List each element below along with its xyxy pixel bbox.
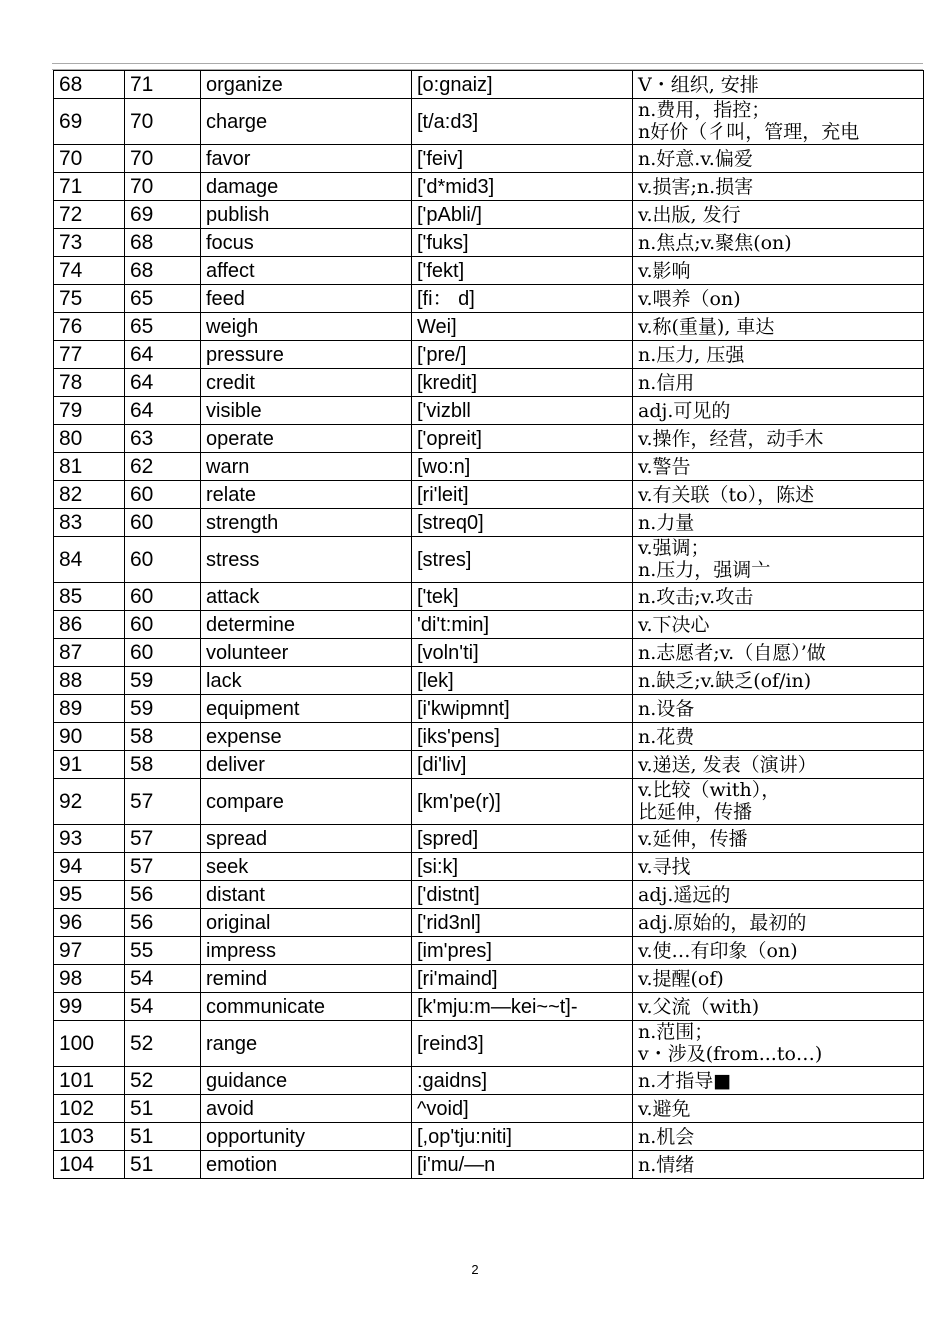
meaning-cell: n.焦点;v.聚焦(on) — [633, 229, 924, 257]
table-row — [54, 1095, 924, 1123]
phonetic-cell: ['vizbll — [412, 397, 633, 425]
entry-number-cell: 68 — [54, 71, 125, 99]
word-cell: attack — [201, 583, 412, 611]
entry-number-cell: 96 — [54, 909, 125, 937]
frequency-cell: 54 — [125, 993, 201, 1021]
phonetic-cell: Wei] — [412, 313, 633, 341]
word-cell: volunteer — [201, 639, 412, 667]
table-row — [54, 667, 924, 695]
meaning-cell: v.损害;n.损害 — [633, 173, 924, 201]
frequency-cell: 51 — [125, 1095, 201, 1123]
frequency-cell: 70 — [125, 173, 201, 201]
entry-number-cell: 80 — [54, 425, 125, 453]
frequency-cell: 57 — [125, 779, 201, 825]
phonetic-cell: ['fuks] — [412, 229, 633, 257]
phonetic-cell: [o:gnaiz] — [412, 71, 633, 99]
meaning-cell: adj.遥远的 — [633, 881, 924, 909]
phonetic-cell: [im'pres] — [412, 937, 633, 965]
meaning-cell: v.警告 — [633, 453, 924, 481]
entry-number-cell: 75 — [54, 285, 125, 313]
phonetic-cell: ['d*mid3] — [412, 173, 633, 201]
entry-number-cell: 83 — [54, 509, 125, 537]
frequency-cell: 68 — [125, 229, 201, 257]
frequency-cell: 69 — [125, 201, 201, 229]
entry-number-cell: 94 — [54, 853, 125, 881]
frequency-cell: 64 — [125, 369, 201, 397]
table-row — [54, 257, 924, 285]
word-cell: impress — [201, 937, 412, 965]
word-cell: operate — [201, 425, 412, 453]
word-cell: credit — [201, 369, 412, 397]
entry-number-cell: 90 — [54, 723, 125, 751]
table-row — [54, 993, 924, 1021]
word-cell: deliver — [201, 751, 412, 779]
phonetic-cell: ['pAbli/] — [412, 201, 633, 229]
word-cell: equipment — [201, 695, 412, 723]
table-row — [54, 751, 924, 779]
meaning-cell: v.下决心 — [633, 611, 924, 639]
meaning-cell: n.信用 — [633, 369, 924, 397]
word-cell: stress — [201, 537, 412, 583]
meaning-cell: n.才指导■ — [633, 1067, 924, 1095]
phonetic-cell: [i'mu/—n — [412, 1151, 633, 1179]
word-cell: affect — [201, 257, 412, 285]
frequency-cell: 55 — [125, 937, 201, 965]
phonetic-cell: [streq0] — [412, 509, 633, 537]
meaning-cell: v.延伸，传播 — [633, 825, 924, 853]
frequency-cell: 58 — [125, 723, 201, 751]
frequency-cell: 56 — [125, 881, 201, 909]
table-row — [54, 1021, 924, 1067]
frequency-cell: 51 — [125, 1151, 201, 1179]
phonetic-cell: [ri'maind] — [412, 965, 633, 993]
phonetic-cell: [di'liv] — [412, 751, 633, 779]
meaning-cell: v.影响 — [633, 257, 924, 285]
frequency-cell: 62 — [125, 453, 201, 481]
entry-number-cell: 82 — [54, 481, 125, 509]
frequency-cell: 57 — [125, 825, 201, 853]
table-row — [54, 639, 924, 667]
table-row — [54, 1067, 924, 1095]
phonetic-cell: [si:k] — [412, 853, 633, 881]
table-row — [54, 723, 924, 751]
meaning-cell: v.使…有印象（on) — [633, 937, 924, 965]
entry-number-cell: 86 — [54, 611, 125, 639]
phonetic-cell: ['opreit] — [412, 425, 633, 453]
meaning-cell: v.递送, 发表（演讲） — [633, 751, 924, 779]
meaning-cell: n.设备 — [633, 695, 924, 723]
meaning-cell: n.好意.v.偏爱 — [633, 145, 924, 173]
table-row — [54, 509, 924, 537]
phonetic-cell: ['distnt] — [412, 881, 633, 909]
meaning-cell: V・组织, 安排 — [633, 71, 924, 99]
frequency-cell: 58 — [125, 751, 201, 779]
meaning-cell: n.志愿者;v.（自愿）’做 — [633, 639, 924, 667]
meaning-cell: n.缺乏;v.缺乏(of/in) — [633, 667, 924, 695]
phonetic-cell: :gaidns] — [412, 1067, 633, 1095]
table-row — [54, 909, 924, 937]
meaning-cell: v.避免 — [633, 1095, 924, 1123]
table-row — [54, 965, 924, 993]
entry-number-cell: 99 — [54, 993, 125, 1021]
phonetic-cell: [t/a:d3] — [412, 99, 633, 145]
frequency-cell: 59 — [125, 667, 201, 695]
word-cell: original — [201, 909, 412, 937]
entry-number-cell: 103 — [54, 1123, 125, 1151]
entry-number-cell: 73 — [54, 229, 125, 257]
frequency-cell: 60 — [125, 481, 201, 509]
word-cell: pressure — [201, 341, 412, 369]
meaning-cell: n.机会 — [633, 1123, 924, 1151]
entry-number-cell: 91 — [54, 751, 125, 779]
frequency-cell: 52 — [125, 1021, 201, 1067]
table-row — [54, 369, 924, 397]
vocabulary-table — [53, 70, 924, 1179]
phonetic-cell: [voln'ti] — [412, 639, 633, 667]
entry-number-cell: 76 — [54, 313, 125, 341]
entry-number-cell: 97 — [54, 937, 125, 965]
table-row — [54, 285, 924, 313]
table-row — [54, 425, 924, 453]
word-cell: compare — [201, 779, 412, 825]
meaning-cell: n.范围； v・涉及(from...to…) — [633, 1021, 924, 1067]
entry-number-cell: 102 — [54, 1095, 125, 1123]
entry-number-cell: 98 — [54, 965, 125, 993]
phonetic-cell: ['tek] — [412, 583, 633, 611]
word-cell: charge — [201, 99, 412, 145]
entry-number-cell: 71 — [54, 173, 125, 201]
phonetic-cell: [k'mju:m—kei~~t]- — [412, 993, 633, 1021]
word-cell: weigh — [201, 313, 412, 341]
entry-number-cell: 72 — [54, 201, 125, 229]
phonetic-cell: [stres] — [412, 537, 633, 583]
table-row — [54, 695, 924, 723]
meaning-cell: n.攻击;v.攻击 — [633, 583, 924, 611]
phonetic-cell: [kredit] — [412, 369, 633, 397]
page-number: 2 — [471, 1262, 479, 1277]
word-cell: favor — [201, 145, 412, 173]
phonetic-cell: [lek] — [412, 667, 633, 695]
entry-number-cell: 70 — [54, 145, 125, 173]
frequency-cell: 60 — [125, 537, 201, 583]
word-cell: strength — [201, 509, 412, 537]
phonetic-cell: [reind3] — [412, 1021, 633, 1067]
frequency-cell: 65 — [125, 313, 201, 341]
word-cell: spread — [201, 825, 412, 853]
frequency-cell: 59 — [125, 695, 201, 723]
word-cell: remind — [201, 965, 412, 993]
meaning-cell: v.强调； n.压力，强调亠 — [633, 537, 924, 583]
word-cell: focus — [201, 229, 412, 257]
entry-number-cell: 85 — [54, 583, 125, 611]
entry-number-cell: 74 — [54, 257, 125, 285]
frequency-cell: 65 — [125, 285, 201, 313]
phonetic-cell: [spred] — [412, 825, 633, 853]
phonetic-cell: [km'pe(r)] — [412, 779, 633, 825]
table-row — [54, 583, 924, 611]
frequency-cell: 64 — [125, 397, 201, 425]
word-cell: lack — [201, 667, 412, 695]
meaning-cell: adj.原始的，最初的 — [633, 909, 924, 937]
table-row — [54, 397, 924, 425]
phonetic-cell: [i'kwipmnt] — [412, 695, 633, 723]
meaning-cell: v.有关联（to），陈述 — [633, 481, 924, 509]
entry-number-cell: 69 — [54, 99, 125, 145]
meaning-cell: n.费用，指控； n好价（彳叫，管理，充电 — [633, 99, 924, 145]
phonetic-cell: ['fekt] — [412, 257, 633, 285]
table-row — [54, 611, 924, 639]
table-row — [54, 71, 924, 99]
meaning-cell: v.出版, 发行 — [633, 201, 924, 229]
meaning-cell: v.提醒(of) — [633, 965, 924, 993]
entry-number-cell: 77 — [54, 341, 125, 369]
phonetic-cell: [wo:n] — [412, 453, 633, 481]
frequency-cell: 70 — [125, 145, 201, 173]
table-row — [54, 229, 924, 257]
table-row — [54, 313, 924, 341]
table-row — [54, 825, 924, 853]
entry-number-cell: 79 — [54, 397, 125, 425]
frequency-cell: 52 — [125, 1067, 201, 1095]
frequency-cell: 60 — [125, 639, 201, 667]
table-row — [54, 481, 924, 509]
phonetic-cell: [ri'leit] — [412, 481, 633, 509]
meaning-cell: n.情绪 — [633, 1151, 924, 1179]
word-cell: determine — [201, 611, 412, 639]
entry-number-cell: 93 — [54, 825, 125, 853]
frequency-cell: 60 — [125, 583, 201, 611]
frequency-cell: 56 — [125, 909, 201, 937]
entry-number-cell: 84 — [54, 537, 125, 583]
table-row — [54, 937, 924, 965]
entry-number-cell: 89 — [54, 695, 125, 723]
table-row — [54, 537, 924, 583]
word-cell: warn — [201, 453, 412, 481]
table-row — [54, 201, 924, 229]
vocabulary-table-body — [54, 71, 924, 1179]
entry-number-cell: 101 — [54, 1067, 125, 1095]
entry-number-cell: 87 — [54, 639, 125, 667]
word-cell: opportunity — [201, 1123, 412, 1151]
table-row — [54, 881, 924, 909]
word-cell: communicate — [201, 993, 412, 1021]
meaning-cell: v.称(重量), 車达 — [633, 313, 924, 341]
entry-number-cell: 88 — [54, 667, 125, 695]
entry-number-cell: 95 — [54, 881, 125, 909]
table-row — [54, 145, 924, 173]
entry-number-cell: 81 — [54, 453, 125, 481]
phonetic-cell: ['feiv] — [412, 145, 633, 173]
word-cell: feed — [201, 285, 412, 313]
frequency-cell: 68 — [125, 257, 201, 285]
word-cell: guidance — [201, 1067, 412, 1095]
frequency-cell: 70 — [125, 99, 201, 145]
word-cell: expense — [201, 723, 412, 751]
word-cell: avoid — [201, 1095, 412, 1123]
word-cell: relate — [201, 481, 412, 509]
meaning-cell: n.压力, 压强 — [633, 341, 924, 369]
word-cell: seek — [201, 853, 412, 881]
phonetic-cell: ^void] — [412, 1095, 633, 1123]
table-row — [54, 1123, 924, 1151]
phonetic-cell: [fi： d] — [412, 285, 633, 313]
phonetic-cell: ['pre/] — [412, 341, 633, 369]
phonetic-cell: ['rid3nl] — [412, 909, 633, 937]
meaning-cell: v.父流（with) — [633, 993, 924, 1021]
table-row — [54, 779, 924, 825]
meaning-cell: v.喂养（on) — [633, 285, 924, 313]
word-cell: visible — [201, 397, 412, 425]
table-row — [54, 853, 924, 881]
phonetic-cell: [,op'tju:niti] — [412, 1123, 633, 1151]
table-row — [54, 99, 924, 145]
word-cell: range — [201, 1021, 412, 1067]
table-row — [54, 1151, 924, 1179]
word-cell: distant — [201, 881, 412, 909]
phonetic-cell: 'di't:min] — [412, 611, 633, 639]
frequency-cell: 71 — [125, 71, 201, 99]
entry-number-cell: 78 — [54, 369, 125, 397]
word-cell: emotion — [201, 1151, 412, 1179]
meaning-cell: v.比较（with）， 比延伸，传播 — [633, 779, 924, 825]
meaning-cell: n.花费 — [633, 723, 924, 751]
frequency-cell: 64 — [125, 341, 201, 369]
entry-number-cell: 92 — [54, 779, 125, 825]
meaning-cell: v.寻找 — [633, 853, 924, 881]
frequency-cell: 60 — [125, 611, 201, 639]
table-row — [54, 453, 924, 481]
meaning-cell: adj.可见的 — [633, 397, 924, 425]
table-row — [54, 173, 924, 201]
word-cell: publish — [201, 201, 412, 229]
entry-number-cell: 104 — [54, 1151, 125, 1179]
frequency-cell: 54 — [125, 965, 201, 993]
phonetic-cell: [iks'pens] — [412, 723, 633, 751]
frequency-cell: 51 — [125, 1123, 201, 1151]
meaning-cell: n.力量 — [633, 509, 924, 537]
word-cell: damage — [201, 173, 412, 201]
frequency-cell: 57 — [125, 853, 201, 881]
meaning-cell: v.操作，经营，动手木 — [633, 425, 924, 453]
frequency-cell: 63 — [125, 425, 201, 453]
frequency-cell: 60 — [125, 509, 201, 537]
header-rule — [52, 63, 923, 64]
table-row — [54, 341, 924, 369]
entry-number-cell: 100 — [54, 1021, 125, 1067]
word-cell: organize — [201, 71, 412, 99]
